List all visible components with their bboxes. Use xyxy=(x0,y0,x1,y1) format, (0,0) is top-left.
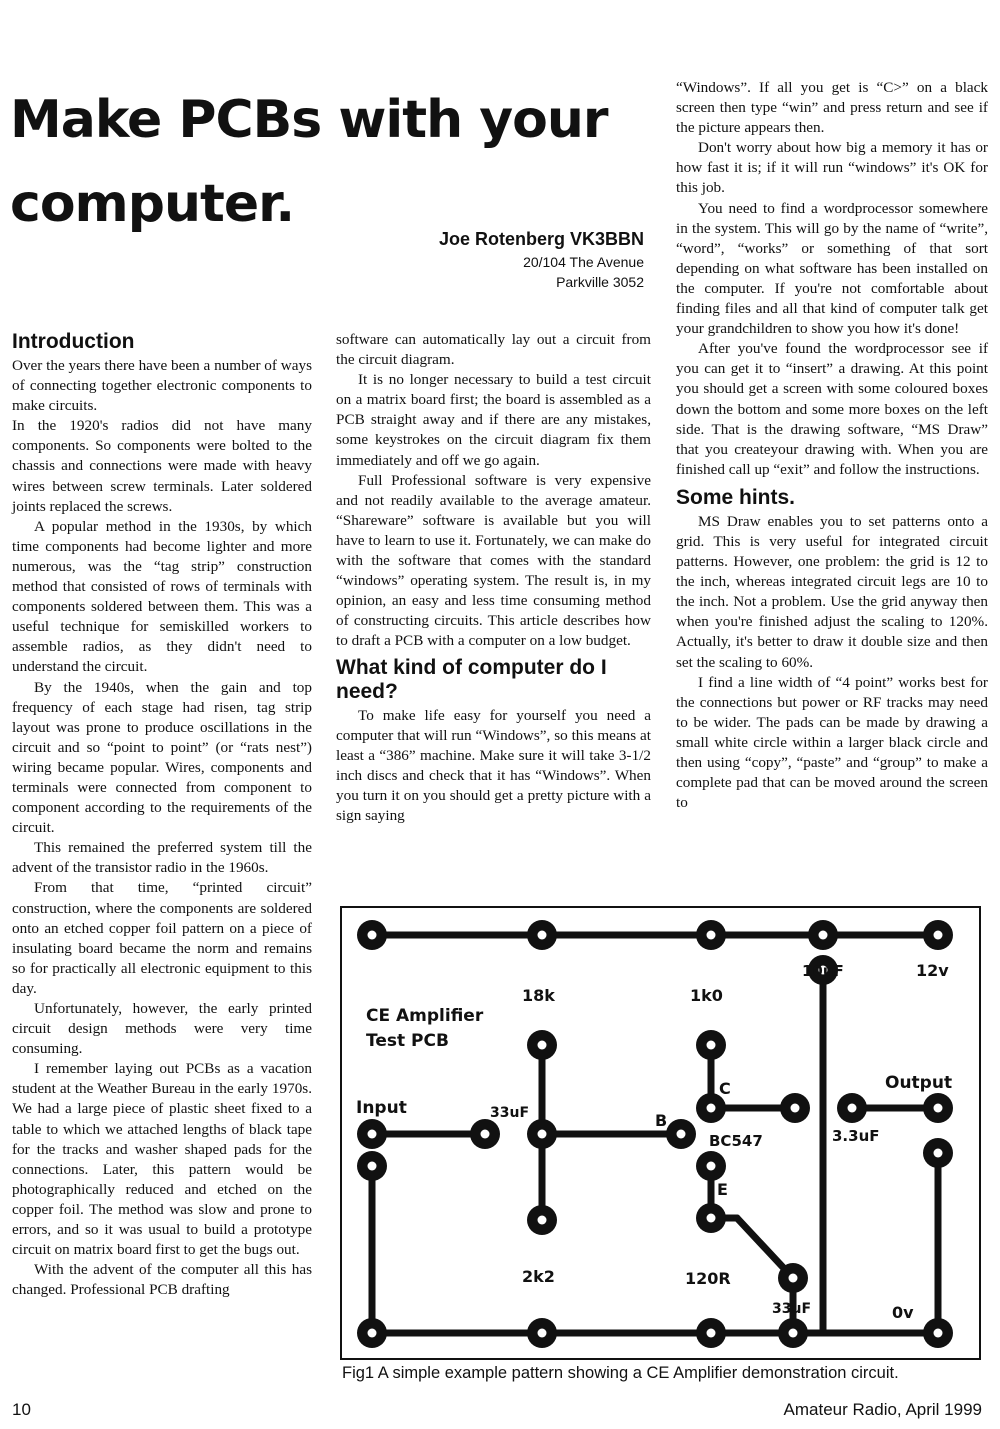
paragraph: Over the years there have been a number of ways of connecting together electronic components to make circuits. xyxy=(12,357,312,415)
paragraph: This remained the preferred system till the advent of the transistor radio in the 1960s. xyxy=(12,839,312,877)
label-0v: 0v xyxy=(892,1303,914,1322)
pad xyxy=(527,920,557,950)
pad xyxy=(778,1263,808,1293)
paragraph: Unfortunately, however, the early printed circuit design methods were very time consuming. xyxy=(12,1000,312,1058)
paragraph: To make life easy for yourself you need a computer that will run “Windows”, so this means at least a “386” machine. Make sure it will take 3-1/2 inch discs and check that it has “Windows”. When you turn it on you should get a pretty picture with a sign saying xyxy=(336,706,651,824)
author-address-line1: 20/104 The Avenue xyxy=(523,254,644,270)
paragraph: You need to find a wordprocessor somewhere in the system. This will go by the name of “write”, “word”, “works” or something of that sort depending on what software has been installed on the computer. If you're not comfortable about finding files and all that kind of computer talk get your grandchildren to show you how it's done! xyxy=(676,199,988,338)
label-bc547: BC547 xyxy=(709,1132,763,1150)
pad xyxy=(808,920,838,950)
paragraph: software can automatically lay out a circuit from the circuit diagram. xyxy=(336,331,651,369)
pad xyxy=(696,1151,726,1181)
label-emitter: E xyxy=(717,1180,728,1199)
column-1 xyxy=(12,330,312,1300)
paragraph: With the advent of the computer all this has changed. Professional PCB drafting xyxy=(12,1261,312,1299)
pad xyxy=(527,1318,557,1348)
section-heading-computer: What kind of computer do I need? xyxy=(336,655,607,703)
pad xyxy=(357,1318,387,1348)
pad xyxy=(696,1030,726,1060)
label-18k: 18k xyxy=(522,986,555,1005)
paragraph: MS Draw enables you to set patterns onto a grid. This is very useful for integrated circuit patterns. However, one problem: the grid is 12 to the inch, whereas integrated circuit legs are 10 to the inch. Not a problem. Use the grid anyway then when you're finished adjust the scaling to 120%. Actually, it's better to draw it double size and then set the scaling to 60%. xyxy=(676,512,988,671)
column-3 xyxy=(676,78,988,813)
figure-title-line1: CE Amplifier xyxy=(366,1006,484,1026)
page-number: 10 xyxy=(12,1400,31,1419)
article-title: Make PCBs with your computer. xyxy=(10,90,608,234)
paragraph: I find a line width of “4 point” works best for the connections but power or RF tracks may need to be wider. The pads can be made by drawing a small white circle within a larger black circle and then using “copy”, “paste” and “group” to make a complete pad that can be moved around the screen to xyxy=(676,673,988,812)
pad xyxy=(666,1119,696,1149)
label-input: Input xyxy=(356,1098,407,1118)
pad xyxy=(837,1093,867,1123)
pad xyxy=(527,1119,557,1149)
pad xyxy=(696,1203,726,1233)
label-2k2: 2k2 xyxy=(522,1267,555,1286)
paragraph: Full Professional software is very expensive and not readily available to the average amateur. “Shareware” software is available but you will have to learn to use it. Fortunately, we can make do with the software that comes with the standard “windows” operating system. The result is, in my opinion, an easy and less time consuming method of constructing circuits. This article describes how to draft a PCB with a computer on a low budget. xyxy=(336,471,651,650)
pad xyxy=(923,1093,953,1123)
label-12v: 12v xyxy=(916,961,949,980)
section-heading-introduction: Introduction xyxy=(12,330,135,353)
paragraph: By the 1940s, when the gain and top frequency of each stage had risen, tag strip layout was prone to produce oscillations in the circuit and so “point to point” (or “rats nest”) wiring became popular. Wires, components and terminals were connected from component to component according to the requirements of the circuit. xyxy=(12,678,312,837)
pad xyxy=(923,1138,953,1168)
section-heading-hints: Some hints. xyxy=(676,485,796,509)
byline xyxy=(439,226,644,292)
paragraph: In the 1920's radios did not have many components. So components were bolted to the chassis and connections were made with heavy wires between screw terminals. Later soldered joints replaced the screws. xyxy=(12,417,312,515)
pad xyxy=(780,1093,810,1123)
label-1k0: 1k0 xyxy=(690,986,723,1005)
pad xyxy=(357,1151,387,1181)
pad xyxy=(527,1205,557,1235)
label-33uf-input: 33uF xyxy=(490,1105,530,1121)
pcb-figure xyxy=(340,906,981,1360)
label-collector: C xyxy=(719,1079,731,1098)
pad xyxy=(357,1119,387,1149)
paragraph: From that time, “printed circuit” construction, where the components are soldered onto an etched copper foil pattern on a piece of insulating board became the norm and remains so for practically all electronic equipment to this day. xyxy=(12,879,312,997)
paragraph: It is no longer necessary to build a test circuit on a matrix board first; the board is assembled as a PCB straight away and if there are any mistakes, some keystrokes on the circuit diagram fix them immediately and off we go again. xyxy=(336,371,651,469)
publication-footer: Amateur Radio, April 1999 xyxy=(783,1400,982,1419)
paragraph: Don't worry about how big a memory it has or how fast it is; if it will run “windows” it's OK for this job. xyxy=(676,139,988,197)
paragraph: A popular method in the 1930s, by which time components had become lighter and more numerous, was the “tag strip” construction method that consisted of rows of terminals with components soldered between them. This was a useful technique for semiskilled workers to assemble radios, as they didn't need to understand the circuit. xyxy=(12,517,312,676)
pad xyxy=(923,920,953,950)
label-output: Output xyxy=(885,1073,953,1093)
pad xyxy=(357,920,387,950)
author-address-line2: Parkville 3052 xyxy=(556,274,644,290)
label-33uf-emitter: 33uF xyxy=(772,1301,812,1317)
pad xyxy=(696,1318,726,1348)
column-2 xyxy=(336,330,651,826)
label-10uf: 10uF xyxy=(802,962,844,980)
figure-title-line2: Test PCB xyxy=(366,1031,449,1051)
author-name: Joe Rotenberg VK3BBN xyxy=(438,229,644,249)
figure-caption: Fig1 A simple example pattern showing a CE Amplifier demonstration circuit. xyxy=(342,1364,899,1382)
label-3-3uf: 3.3uF xyxy=(832,1127,880,1145)
label-120r: 120R xyxy=(685,1269,731,1288)
paragraph: After you've found the wordprocessor see if you can get it to “insert” a drawing. At this point you should get a screen with some coloured boxes down the bottom and some more boxes on the left side. That is the drawing software, “MS Draw” that you createyour drawing with. When you are finished call up “exit” and follow the instructions. xyxy=(676,340,988,478)
pad xyxy=(923,1318,953,1348)
label-base: B xyxy=(655,1111,668,1130)
pad xyxy=(696,920,726,950)
pcb-diagram xyxy=(342,908,979,1358)
pad xyxy=(778,1318,808,1348)
paragraph: “Windows”. If all you get is “C>” on a black screen then type “win” and press return and see if the picture appears then. xyxy=(676,79,988,137)
paragraph: I remember laying out PCBs as a vacation student at the Weather Bureau in the early 1970s. We had a large piece of plastic sheet fixed to a table to which we attached lengths of black tape for the tracks and washer shaped pads for the connections. Later, this pattern would be photographically reduced and etched on the copper foil. The method was slow and prone to errors, and so it was usual to build a prototype circuit on matrix board first to get the bugs out. xyxy=(12,1060,312,1259)
pad xyxy=(527,1030,557,1060)
pad xyxy=(470,1119,500,1149)
